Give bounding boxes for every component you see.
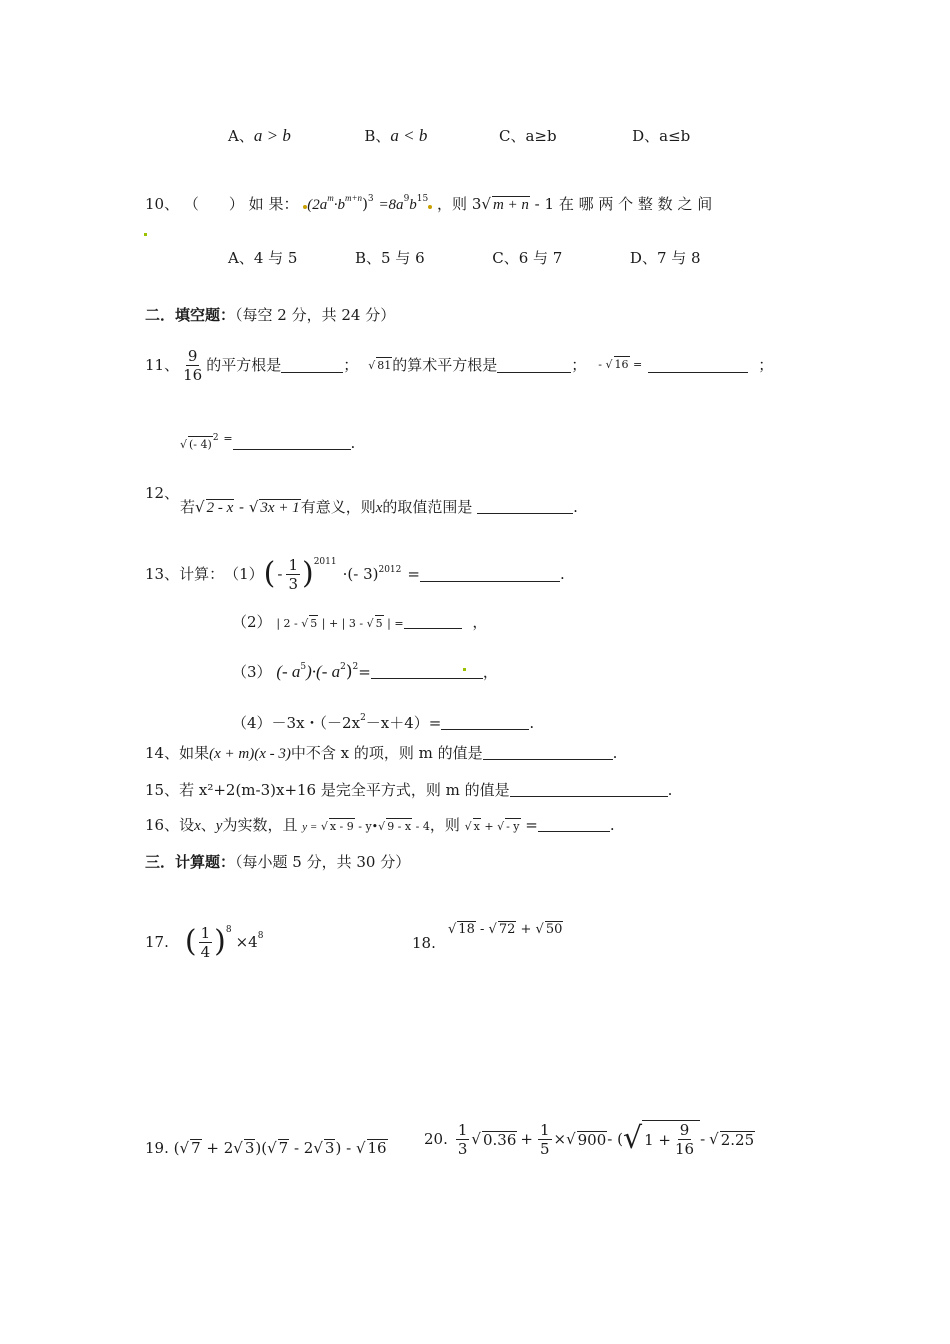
q12-text-1: 有意义，则 <box>300 498 376 516</box>
q17: 17. ( $\frac{1}{4}$ ) $^8$ ×4 $^8$ <box>145 923 264 961</box>
section-3-note: （每小题 5 分，共 30 分） <box>235 853 411 871</box>
q11-fraction: $\frac{9}{16}$ <box>183 346 203 384</box>
q19-number: 19. <box>145 1139 169 1157</box>
q11-blank-3[interactable] <box>648 358 748 373</box>
q9-option-b: B、a < b <box>364 126 428 145</box>
q14-text: 中不含 x 的项，则 m 的值是 <box>290 744 483 762</box>
q16-text-2: ，则 <box>429 816 460 834</box>
stray-mark <box>144 233 147 236</box>
q18-expression: √ 18 - √ 72 + √ 50 <box>448 922 563 937</box>
q11-blank-4[interactable] <box>233 435 351 450</box>
q13-p2-expression: | 2 - √ 5 | + | 3 - √ 5 | = <box>276 617 404 630</box>
q13-p2-blank[interactable] <box>404 614 462 629</box>
q20-fraction-1: $\frac{1}{3}$ <box>457 1120 468 1158</box>
q11-sep-3: ； <box>758 356 774 374</box>
q15: 15、若 x²+2(m-3)x+16 是完全平方式，则 m 的值是 . <box>145 781 673 799</box>
q20-number: 20. <box>424 1130 448 1148</box>
q10-option-b: B、5 与 6 <box>355 249 425 267</box>
q10-number: 10、 <box>145 195 180 213</box>
q12-text-2: 的取值范围是 <box>382 498 473 516</box>
q11-text-2: 的算术平方根是 <box>392 356 498 374</box>
q10-tail: 在 哪 两 个 整 数 之 间 <box>558 195 713 213</box>
q17-fraction: $\frac{1}{4}$ <box>200 923 211 961</box>
q12-number: 12、 <box>145 484 180 502</box>
q13-part-4: （4）－3x・$(-2x^2-x+4)=$ . <box>232 713 535 732</box>
section-2-title: 二．填空题： <box>145 306 236 324</box>
q20: 20. $\frac{1}{3}$ √ 0.36 + $\frac{1}{5}$ × √ 900 - ( √ 1 + $\frac{9}{16}$ - √ 2.25 <box>424 1120 755 1158</box>
stray-mark <box>463 668 466 671</box>
q10-stem <box>145 188 712 215</box>
q11-text-1: 的平方根是 <box>206 356 282 374</box>
q13-p1-fraction: $\frac{1}{3}$ <box>288 555 298 593</box>
q10-answer-paren: （ ） <box>183 195 244 213</box>
q10-options <box>228 248 701 268</box>
q13-number: 13、计算： <box>145 565 225 583</box>
q18-number: 18. <box>412 934 436 952</box>
q16-blank[interactable] <box>538 817 610 832</box>
q16-target: √ x + √ - y <box>464 820 520 833</box>
section-3-heading <box>145 852 410 872</box>
q15-blank[interactable] <box>510 782 668 797</box>
q13-p3-label: （3） <box>232 663 272 681</box>
q13-p3-expression: (- $a^5)\cdot(-$ $a^2)^2$ <box>276 662 359 682</box>
q19-expression: (√ 7 + 2√ 3)(√ 7 - 2√ 3) - √ 16 <box>173 1139 387 1157</box>
q20-fraction-3: $\frac{9}{16}$ <box>675 1121 695 1158</box>
q11-sqrt-neg4-sq: √ (- 4)$^2$ <box>180 433 219 451</box>
q10-option-d: D、7 与 8 <box>629 249 701 267</box>
q13-p4-expression: －3x・（－2x <box>271 714 361 732</box>
q10-option-a: A、4 与 5 <box>228 249 298 267</box>
q11-sqrt-81: √ 81 <box>368 359 392 372</box>
q10-radical: 3√ m + n - 1 <box>471 195 555 213</box>
q9-option-c: C、a≥b <box>498 127 557 145</box>
section-3-title: 三．计算题： <box>145 853 236 871</box>
q13-part-3: （3） (- $a^5)\cdot(-$ $a^2)^2=$ ， <box>232 662 498 682</box>
q14-expression: (x + m)(x - 3) <box>209 746 291 762</box>
q13-p3-blank[interactable] <box>371 664 483 679</box>
q13-part-2: （2） | 2 - √ 5 | + | 3 - √ 5 | = ， <box>232 613 488 631</box>
q11-blank-1[interactable] <box>281 358 343 373</box>
q16-equation: y = √ x - 9 - y•√ 9 - x - 4 <box>302 820 430 833</box>
q12-radical-2: 3x + 1 <box>260 500 300 516</box>
q11-number: 11、 <box>145 356 180 374</box>
q11-sep-1: ； <box>343 356 359 374</box>
q15-text: 15、若 x²+2(m-3)x+16 是完全平方式，则 m 的值是 <box>145 781 510 799</box>
q14: 14、如果(x + m)(x - 3)中不含 x 的项，则 m 的值是 . <box>145 744 618 762</box>
q14-number: 14、如果 <box>145 744 210 762</box>
q16: 16、设x、y为实数，且 y = √ x - 9 - y•√ 9 - x - 4，则 √ x + √ - y = . <box>145 816 615 834</box>
q12-radical-1: 2 - x <box>206 500 234 516</box>
q11-end: . <box>350 434 356 452</box>
q13-p4-label: （4） <box>232 714 272 732</box>
q13-p4-blank[interactable] <box>441 715 529 730</box>
section-2-note: （每空 2 分，共 24 分） <box>235 306 396 324</box>
q11-sep-2: ； <box>571 356 587 374</box>
q13-p1-mid: ·(- 3) <box>342 565 379 583</box>
q13-part-1: 13、计算： （1） ( - $\frac{1}{3}$ ) $^{2011}$ ·(- 3) $^{2012}$ = . <box>145 555 565 593</box>
q9-options <box>228 126 690 146</box>
q11-line2 <box>180 428 355 455</box>
q10-option-c: C、6 与 7 <box>492 249 563 267</box>
q16-text-1: 为实数，且 <box>222 816 298 834</box>
q13-p1-label: （1） <box>224 565 264 583</box>
q11-eq-2: = <box>223 432 233 445</box>
q19 <box>145 1138 388 1158</box>
q12-blank[interactable] <box>477 499 573 514</box>
q9-option-d: D、a≤b <box>632 127 691 145</box>
q11-line1 <box>145 343 773 387</box>
q16-prefix: 16、设 <box>145 816 195 834</box>
q17-number: 17. <box>145 933 169 951</box>
q10-then: ，则 <box>437 195 468 213</box>
q9-option-a: A、a > b <box>228 126 291 145</box>
q14-blank[interactable] <box>483 745 613 760</box>
q12-if: 若 <box>180 498 196 516</box>
section-2-heading <box>145 305 395 325</box>
q13-p2-label: （2） <box>232 613 272 631</box>
q10-expression: $(2a^m\cdot b^{m+n})^3 =8a^9b^{15}$ <box>303 195 437 213</box>
q13-p1-blank[interactable] <box>420 567 560 582</box>
q12-stem: 若√ 2 - x - √ 3x + 1有意义，则x的取值范围是 . <box>180 498 578 516</box>
q11-blank-2[interactable] <box>497 358 571 373</box>
q10-if: 如 果： <box>248 195 299 213</box>
q20-fraction-2: $\frac{1}{5}$ <box>539 1120 550 1158</box>
q11-neg-sqrt-16: - √ 16 = <box>598 358 643 371</box>
